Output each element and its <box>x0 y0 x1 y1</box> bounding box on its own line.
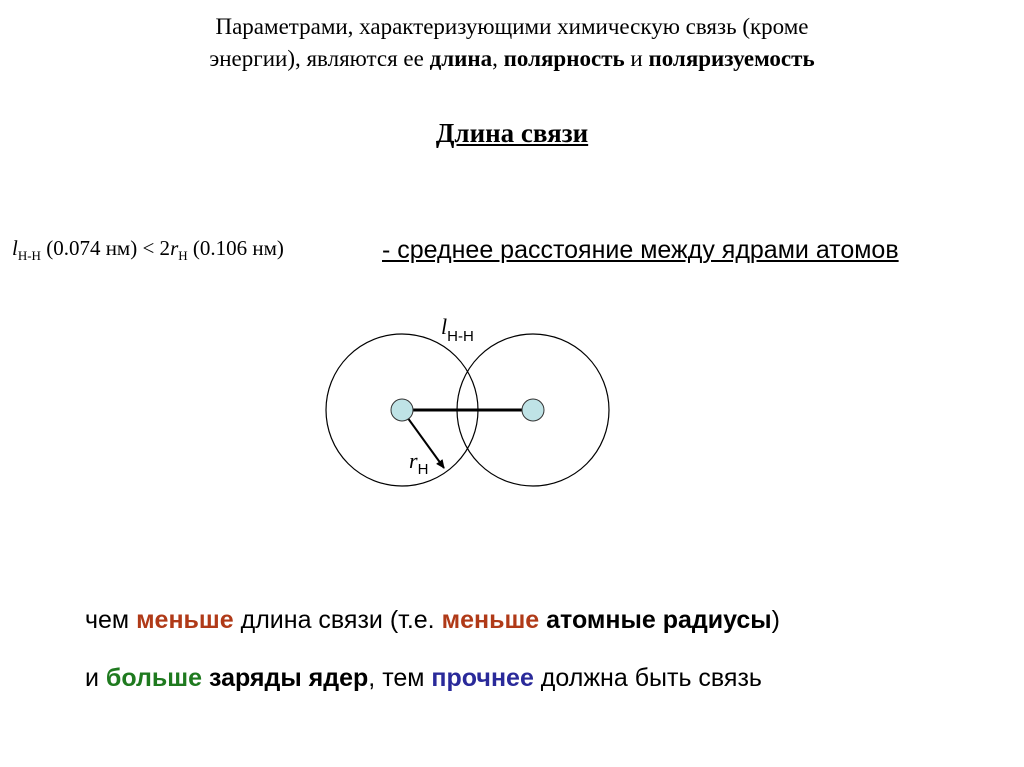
formula-l-sub: H-H <box>17 248 41 264</box>
emphasis-smaller: меньше <box>136 606 234 634</box>
intro-line-1: Параметрами, характеризующими химическую связь (кроме <box>215 14 809 39</box>
text <box>202 664 209 692</box>
bond-length-label: lH-H <box>441 314 474 345</box>
formula-r-sub: H <box>178 248 188 264</box>
keyword-polarizability: поляризуемость <box>648 46 815 71</box>
radius-label: rH <box>409 448 429 478</box>
text: чем <box>85 606 137 634</box>
intro-sep: , <box>492 46 504 71</box>
emphasis-larger: больше <box>105 664 203 692</box>
intro-line-2-start: энергии), являются ее <box>209 46 430 71</box>
conclusion-line-2 <box>85 664 762 693</box>
text: ) <box>771 606 780 634</box>
text: длина связи (т.е. <box>233 606 442 634</box>
formula-r: r <box>170 236 179 260</box>
section-title: Длина связи <box>435 118 589 148</box>
text: и <box>85 664 106 692</box>
emphasis-nuclear-charges: заряды ядер <box>208 664 369 692</box>
formula-l-value: (0.074 нм) < 2 <box>40 236 171 260</box>
intro-and: и <box>624 46 649 71</box>
text: должна быть связь <box>533 664 762 692</box>
left-nucleus <box>391 399 413 421</box>
emphasis-atomic-radii: атомные радиусы <box>546 606 772 634</box>
keyword-polarity: полярность <box>503 46 625 71</box>
emphasis-stronger: прочнее <box>431 664 534 692</box>
formula-r-value: (0.106 нм) <box>187 236 284 260</box>
formula-l: l <box>12 236 18 260</box>
keyword-length: длина <box>429 46 493 71</box>
text: , тем <box>368 664 432 692</box>
conclusion-line-1 <box>85 606 780 635</box>
bond-length-definition: - среднее расстояние между ядрами атомов <box>382 236 899 264</box>
emphasis-smaller-2: меньше <box>441 606 540 634</box>
right-nucleus <box>522 399 544 421</box>
